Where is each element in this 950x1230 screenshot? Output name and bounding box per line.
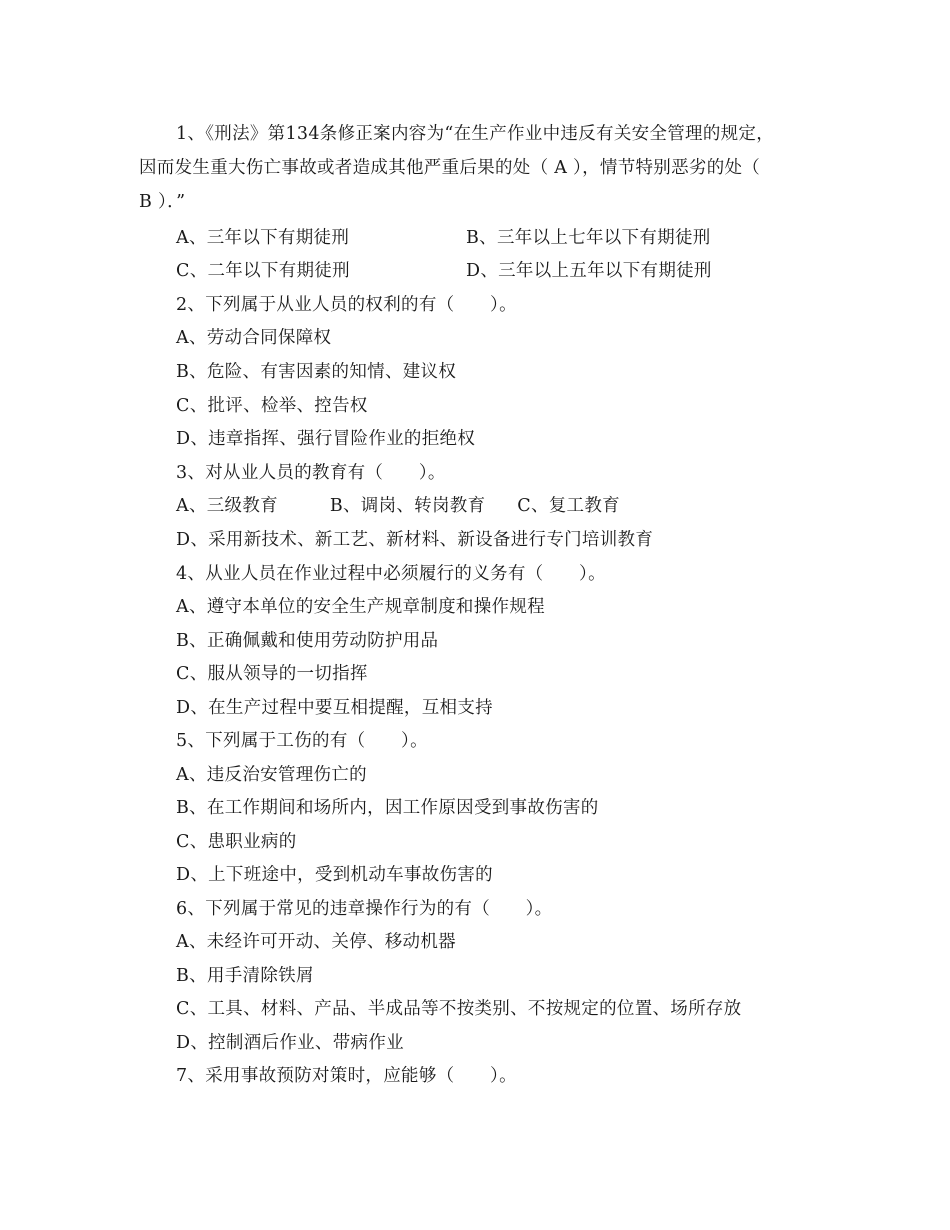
q1-option-d: D、三年以上五年以下有期徒刑 bbox=[466, 261, 712, 281]
q3-option-d: D、采用新技术、新工艺、新材料、新设备进行专门培训教育 bbox=[176, 530, 654, 550]
q3-options-row bbox=[176, 496, 620, 516]
q3-option-a: A、三级教育 bbox=[176, 496, 278, 516]
q5-option-d: D、上下班途中，受到机动车事故伤害的 bbox=[176, 865, 493, 885]
q5-option-c: C、患职业病的 bbox=[176, 832, 297, 852]
q1-stem-line3: B ）．” bbox=[139, 192, 186, 212]
q7-stem: 7、采用事故预防对策时，应能够（ ）。 bbox=[176, 1066, 517, 1086]
q3-option-c: C、复工教育 bbox=[517, 496, 620, 516]
q2-option-a: A、劳动合同保障权 bbox=[176, 328, 332, 348]
q2-option-d: D、违章指挥、强行冒险作业的拒绝权 bbox=[176, 429, 476, 449]
q2-option-c: C、批评、检举、控告权 bbox=[176, 396, 368, 416]
q5-option-b: B、在工作期间和场所内，因工作原因受到事故伤害的 bbox=[176, 798, 599, 818]
q1-stem-line1: 1、《刑法》第134条修正案内容为“在生产作业中违反有关安全管理的规定， bbox=[176, 124, 775, 144]
q6-option-d: D、控制酒后作业、带病作业 bbox=[176, 1033, 404, 1053]
q2-stem: 2、下列属于从业人员的权利的有（ ）。 bbox=[176, 295, 517, 315]
q6-option-c: C、工具、材料、产品、半成品等不按类别、不按规定的位置、场所存放 bbox=[176, 999, 742, 1019]
q6-option-b: B、用手清除铁屑 bbox=[176, 966, 314, 986]
q3-stem: 3、对从业人员的教育有（ ）。 bbox=[176, 463, 446, 483]
q4-stem: 4、从业人员在作业过程中必须履行的义务有（ ）。 bbox=[176, 564, 606, 584]
q5-stem: 5、下列属于工伤的有（ ）。 bbox=[176, 731, 428, 751]
q1-option-a: A、三年以下有期徒刑 bbox=[176, 228, 350, 248]
q1-option-b: B、三年以上七年以下有期徒刑 bbox=[466, 228, 711, 248]
q4-option-d: D、在生产过程中要互相提醒，互相支持 bbox=[176, 698, 493, 718]
q2-option-b: B、危险、有害因素的知情、建议权 bbox=[176, 362, 457, 382]
q4-option-b: B、正确佩戴和使用劳动防护用品 bbox=[176, 631, 439, 651]
q1-stem-line2: 因而发生重大伤亡事故或者造成其他严重后果的处（ A ），情节特别恶劣的处（ bbox=[139, 158, 761, 178]
q1-option-c: C、二年以下有期徒刑 bbox=[176, 261, 350, 281]
q3-option-b: B、调岗、转岗教育 bbox=[329, 496, 486, 516]
q6-option-a: A、未经许可开动、关停、移动机器 bbox=[176, 932, 456, 952]
q6-stem: 6、下列属于常见的违章操作行为的有（ ）。 bbox=[176, 899, 553, 919]
q4-option-a: A、遵守本单位的安全生产规章制度和操作规程 bbox=[176, 597, 545, 617]
q4-option-c: C、服从领导的一切指挥 bbox=[176, 664, 368, 684]
q5-option-a: A、违反治安管理伤亡的 bbox=[176, 765, 367, 785]
